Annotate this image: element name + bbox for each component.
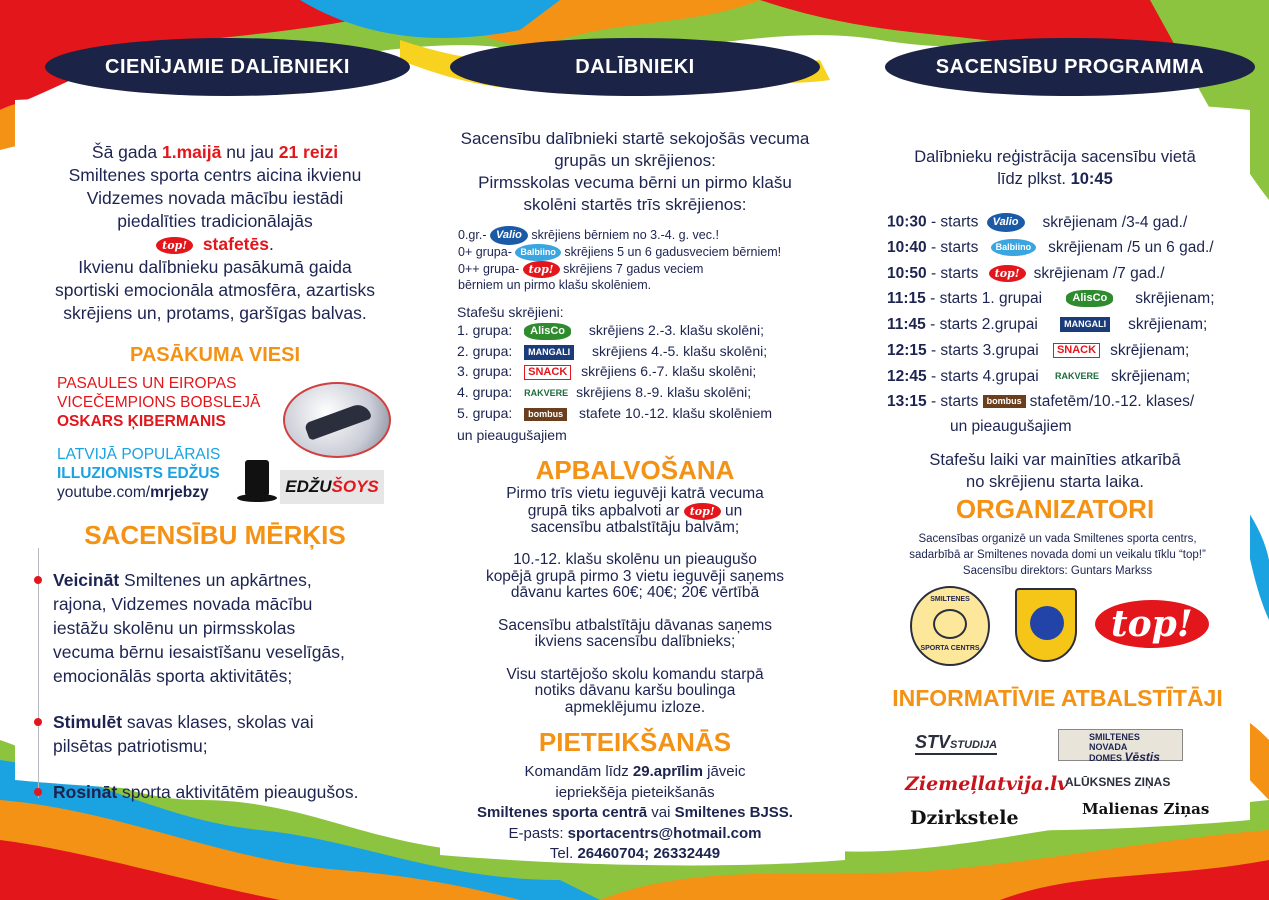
left-column (0, 0, 430, 900)
relay-title: Stafešu skrējieni: (457, 304, 564, 320)
organizers-title: ORGANIZATORI (955, 494, 1155, 524)
top-hat-icon (237, 460, 277, 506)
alisco-logo: AlisCo (524, 323, 571, 340)
program-row: 13:15 - starts bombus stafetēm/10.-12. klases/ (887, 393, 1195, 410)
middle-column (430, 0, 850, 900)
bombus-logo: bombus (524, 408, 567, 421)
registration-text: Dalībnieku reģistrācija sacensību vietā līdz plkst. 10:45 (914, 148, 1196, 188)
top-logo: top! (156, 237, 193, 254)
malienas-logo: Malienas Ziņas (1082, 800, 1210, 818)
list-item: 0++ grupa- top! skrējiens 7 gadus veciem (458, 262, 704, 277)
list-item: 1. grupa: AlisCo skrējiens 2.-3. klašu skolēni; (457, 322, 764, 338)
rakvere-logo: RAKVERE (524, 387, 569, 398)
email-link[interactable]: sportacentrs@hotmail.com (567, 824, 762, 842)
valio-logo: Valio (490, 226, 528, 245)
list-item: bērniem un pirmo klašu skolēniem. (458, 278, 652, 292)
awards-text: Pirmo trīs vietu ieguvēji katrā vecuma grupā tiks apbalvoti ar top! un sacensību atbalstītāju balvām; 10.-12. klašu skolēnu un pieaugušo kopējā grupā pirmo 3 vietu ieguvēji saņems dāvanu kartes 60€; 40€; 20€ vērtībā Sacensību atbalstītāju dāvanas saņems ikviens sacensību dalībnieks; Visu startējošo skolu komandu starpā notiks dāvanu karšu boulinga apmeklējumu izloze. (485, 485, 785, 716)
balbiino-logo: Balbiino (515, 244, 561, 261)
participants-intro: Sacensību dalībnieki startē sekojošās vecuma grupās un skrējienos: Pirmsskolas vecuma bērni un pirmo klašu skolēni startēs trīs skrējienos: (460, 129, 810, 214)
alisco-logo: AlisCo (1066, 290, 1113, 307)
vestis-logo: SMILTENES NOVADA DOMES Vēstis (1058, 729, 1183, 761)
goal-item: Rosināt sporta aktivitātēm pieaugušos. (34, 780, 424, 804)
bobsled-photo (283, 382, 391, 458)
dzirkstele-logo: Dzirkstele (910, 807, 1019, 829)
left-header: CIENĪJAMIE DALĪBNIEKI (45, 38, 410, 96)
top-logo: top! (684, 503, 721, 520)
list-item: 2. grupa: MANGALI skrējiens 4.-5. klašu skolēni; (457, 343, 768, 359)
ziemellatvija-logo: Ziemeļlatvija.lv (905, 773, 1069, 795)
intro-text: Šā gada 1.maijā nu jau 21 reizi Smiltenes sporta centrs aicina ikvienu Vidzemes novada mācību iestādi piedalīties tradicionālajās top! stafetēs. Ikvienu dalībnieku pasākumā gaida sportiski emocionāla atmosfēra, azartisks skrējiens un, protams, garšīgas balvas. (55, 142, 375, 323)
right-column (850, 0, 1269, 900)
aluksnes-logo: ALŪKSNES ZIŅAS (1065, 775, 1171, 789)
list-item: 3. grupa: SNACK skrējiens 6.-7. klašu skolēni; (457, 363, 757, 379)
stv-logo: STVSTUDIJA (915, 732, 997, 755)
program-row: 10:40 - starts Balbiino skrējienam /5 un 6 gad./ (887, 239, 1214, 256)
program-row: 10:50 - starts top! skrējienam /7 gad./ (887, 265, 1165, 282)
snack-logo: SNACK (1053, 343, 1100, 358)
list-item: 5. grupa: bombus stafete 10.-12. klašu skolēniem (457, 405, 773, 421)
list-item: 4. grupa: RAKVERE skrējiens 8.-9. klašu skolēni; (457, 384, 752, 400)
mangali-logo: MANGALI (1060, 317, 1110, 332)
signup-text: Komandām līdz 29.aprīlim jāveic iepriekšēja pieteikšanās Smiltenes sporta centrā vai Smiltenes BJSS. E-pasts: sportacentrs@hotmail.com Tel. 26460704; 26332449 (477, 763, 793, 862)
top-logo: top! (989, 265, 1026, 282)
sports-centre-seal: SMILTENES SPORTA CENTRS (910, 586, 990, 666)
program-row: 11:15 - starts 1. grupai AlisCo skrējienam; (887, 290, 1215, 307)
rakvere-logo: RAKVERE (1054, 371, 1099, 382)
top-logo-large: top! (1095, 600, 1209, 648)
middle-header: DALĪBNIEKI (450, 38, 820, 96)
media-logos (850, 720, 1269, 835)
goals-list (34, 568, 424, 804)
program-row: un pieaugušajiem (950, 418, 1072, 435)
awards-title: APBALVOŠANA (535, 455, 735, 485)
program-row: 12:45 - starts 4.grupai RAKVERE skrējienam; (887, 368, 1191, 385)
schedule-note: Stafešu laiki var mainīties atkarībā no skrējienu starta laika. (929, 451, 1181, 491)
goals-title: SACENSĪBU MĒRĶIS (84, 520, 346, 550)
signup-title: PIETEIKŠANĀS (538, 727, 732, 757)
guest-illusionist: LATVIJĀ POPULĀRAIS ILLUZIONISTS EDŽUS youtube.com/mrjebzy (57, 446, 221, 501)
right-header: SACENSĪBU PROGRAMMA (885, 38, 1255, 96)
balbiino-logo: Balbiino (991, 239, 1037, 256)
goal-item: Stimulēt savas klases, skolas vai pilsētas patriotismu; (34, 710, 424, 758)
coat-of-arms-icon (1015, 588, 1077, 662)
list-item: un pieaugušajiem (457, 427, 567, 443)
program-row: 10:30 - starts Valio skrējienam /3-4 gad./ (887, 213, 1188, 231)
mangali-logo: MANGALI (524, 345, 574, 360)
valio-logo: Valio (987, 213, 1025, 232)
guests-title: PASĀKUMA VIESI (129, 344, 301, 366)
goal-item: Veicināt Smiltenes un apkārtnes, rajona, Vidzemes novada mācību iestāžu skolēnu un pirmsskolas vecuma bērnu iesaistīšanu veselīgās, emocionālās sporta aktivitātēs; (34, 568, 424, 688)
bobsled-icon (304, 401, 372, 440)
organizers-text: Sacensības organizē un vada Smiltenes sporta centrs, sadarbībā ar Smiltenes novada domi un veikalu tīklu “top!” Sacensību direktors: Guntars Markss (909, 533, 1206, 577)
list-item: 0+ grupa- Balbiino skrējiens 5 un 6 gadusveciem bērniem! (458, 244, 781, 261)
guest-bobsled: PASAULES UN EIROPAS VICEČEMPIONS BOBSLEJĀ OSKARS ĶIBERMANIS (57, 375, 261, 430)
seal-icon (933, 609, 967, 639)
program-row: 11:45 - starts 2.grupai MANGALI skrējienam; (887, 316, 1208, 333)
top-logo: top! (523, 261, 560, 278)
info-supporters-title: INFORMATĪVIE ATBALSTĪTĀJI (892, 685, 1223, 711)
snack-logo: SNACK (524, 365, 571, 380)
list-item: 0.gr.- Valio skrējiens bērniem no 3.-4. g. vec.! (458, 226, 719, 245)
edzus-logo: EDŽU ŠOYS (280, 470, 384, 504)
program-row: 12:15 - starts 3.grupai SNACK skrējienam; (887, 342, 1190, 359)
bombus-logo: bombus (983, 395, 1026, 408)
